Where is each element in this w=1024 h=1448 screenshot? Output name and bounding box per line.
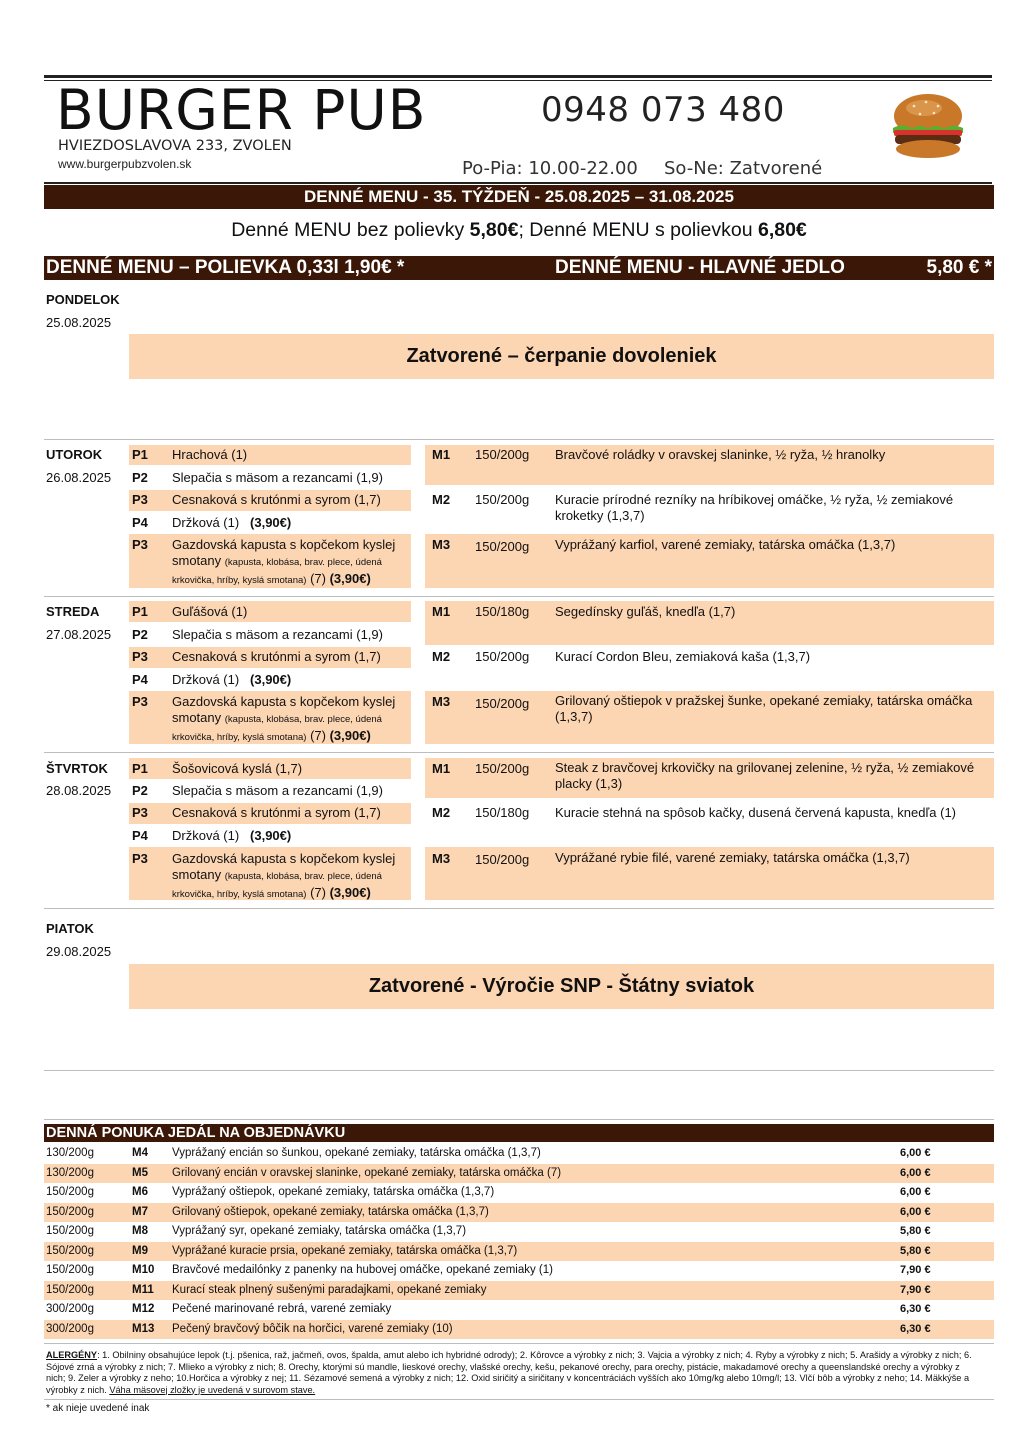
section-header-band (44, 256, 994, 280)
order-weight: 150/200g (46, 1205, 94, 1218)
order-price: 6,00 € (900, 1147, 931, 1159)
order-row (44, 1164, 994, 1183)
website-link[interactable]: www.burgerpubzvolen.sk (58, 157, 192, 171)
order-price: 6,30 € (900, 1322, 931, 1335)
order-weight: 150/200g (46, 1283, 94, 1296)
soup-name: Cesnaková s krutónmi a syrom (1,7) (172, 805, 381, 820)
soup-name: Šošovicová kyslá (1,7) (172, 761, 303, 776)
divider (44, 908, 994, 909)
order-weight: 130/200g (46, 1166, 94, 1179)
main-code: M2 (432, 649, 451, 664)
main-weight: 150/200g (475, 852, 530, 867)
main-name: Segedínsky guľáš, knedľa (1,7) (555, 604, 736, 619)
order-row (44, 1183, 994, 1202)
order-code: M7 (132, 1205, 148, 1218)
soup-code: P3 (132, 492, 148, 507)
order-name: Grilovaný encián v oravskej slaninke, opekané zemiaky, tatárska omáčka (7) (172, 1166, 562, 1179)
soup-name: Cesnaková s krutónmi a syrom (1,7) (172, 649, 381, 664)
main-code: M1 (432, 761, 451, 776)
closed-notice-monday: Zatvorené – čerpanie dovoleniek (129, 334, 994, 379)
week-title-band: DENNÉ MENU - 35. TÝŽDEŇ - 25.08.2025 – 31.08.2025 (44, 185, 994, 209)
order-price: 6,00 € (900, 1166, 931, 1179)
soup-code: P1 (132, 761, 148, 776)
header-rule (44, 182, 992, 184)
main-code: M2 (432, 805, 451, 820)
allergen-legend (46, 1350, 976, 1396)
order-row (44, 1300, 994, 1319)
day-name-monday: PONDELOK (46, 292, 120, 307)
order-price: 5,80 € (900, 1244, 931, 1257)
soup-code: P1 (132, 604, 148, 619)
main-code: M1 (432, 604, 451, 619)
order-price: 6,00 € (900, 1186, 931, 1198)
soup-name: Slepačia s mäsom a rezancami (1,9) (172, 627, 383, 642)
burger-icon (890, 86, 966, 162)
soup-name: Gazdovská kapusta s kopčekom kyslej smotany (kapusta, klobása, brav. plece, údená krkovička, hríby, kyslá smotana) (7) (3,90€) (172, 851, 396, 900)
main-name: Vyprážané rybie filé, varené zemiaky, tatárska omáčka (1,3,7) (555, 850, 910, 865)
soup-code: P4 (132, 828, 148, 843)
main-weight: 150/200g (475, 539, 530, 554)
order-weight: 130/200g (46, 1147, 94, 1159)
divider (44, 1119, 994, 1120)
main-name: Kuracie prírodné rezníky na hríbikovej omáčke, ½ ryža, ½ zemiakové kroketky (1,3,7) (555, 492, 954, 523)
order-row (44, 1242, 994, 1261)
soup-name: Slepačia s mäsom a rezancami (1,9) (172, 783, 383, 798)
order-code: M8 (132, 1225, 148, 1237)
divider (44, 1343, 994, 1344)
day-date-wednesday: 27.08.2025 (46, 627, 112, 642)
order-weight: 150/200g (46, 1264, 94, 1276)
order-row (44, 1320, 994, 1339)
order-weight: 150/200g (46, 1244, 94, 1257)
order-name: Pečený bravčový bôčik na horčici, varené zemiaky (10) (172, 1322, 453, 1335)
order-row (44, 1203, 994, 1222)
order-name: Vyprážaný oštiepok, opekané zemiaky, tatárska omáčka (1,3,7) (172, 1186, 495, 1198)
order-price: 7,90 € (900, 1264, 931, 1276)
soup-name: Gazdovská kapusta s kopčekom kyslej smotany (kapusta, klobása, brav. plece, údená krkovička, hríby, kyslá smotana) (7) (3,90€) (172, 537, 396, 586)
soup-name: Držková (1) (3,90€) (172, 672, 292, 687)
soup-code: P3 (132, 649, 148, 664)
order-name: Grilovaný oštiepok, opekané zemiaky, tatárska omáčka (1,3,7) (172, 1205, 489, 1218)
order-name: Vyprážaný encián so šunkou, opekané zemiaky, tatárska omáčka (1,3,7) (172, 1147, 541, 1159)
main-weight: 150/200g (475, 492, 530, 507)
order-row (44, 1281, 994, 1300)
order-weight: 300/200g (46, 1322, 94, 1335)
main-code: M3 (432, 537, 451, 552)
address: HVIEZDOSLAVOVA 233, ZVOLEN (58, 138, 292, 154)
main-weight: 150/200g (475, 696, 530, 711)
order-name: Vyprážaný syr, opekané zemiaky, tatárska omáčka (1,3,7) (172, 1225, 467, 1237)
order-weight: 300/200g (46, 1303, 94, 1315)
main-name: Vyprážaný karfiol, varené zemiaky, tatárska omáčka (1,3,7) (555, 537, 896, 552)
main-name: Steak z bravčovej krkovičky na grilovanej zelenine, ½ ryža, ½ zemiakové placky (1,3) (555, 760, 975, 791)
price-line: Denné MENU bez polievky 5,80€; Denné MENU s polievkou 6,80€ (231, 219, 807, 241)
order-row (44, 1222, 994, 1241)
main-name: Kuracie stehná na spôsob kačky, dusená červená kapusta, knedľa (1) (555, 805, 957, 820)
soup-code: P3 (132, 537, 148, 552)
main-weight: 150/200g (475, 649, 530, 664)
soup-code: P4 (132, 515, 148, 530)
main-section-title: DENNÉ MENU - HLAVNÉ JEDLO (555, 257, 845, 278)
main-weight: 150/180g (475, 805, 530, 820)
order-code: M10 (132, 1264, 155, 1276)
soup-code: P3 (132, 694, 148, 709)
main-code: M1 (432, 447, 451, 462)
allergen-note: Váha mäsovej zložky je uvedená v surovom stave. (109, 1384, 316, 1395)
divider (44, 1399, 994, 1400)
order-name: Kurací steak plnený sušenými paradajkami, opekané zemiaky (172, 1283, 487, 1296)
order-name: Vyprážané kuracie prsia, opekané zemiaky, tatárska omáčka (1,3,7) (172, 1244, 518, 1257)
hours-weekday: Po-Pia: 10.00-22.00 (462, 158, 638, 179)
order-code: M11 (132, 1283, 154, 1296)
soup-code: P2 (132, 783, 148, 798)
day-date-tuesday: 26.08.2025 (46, 470, 112, 485)
main-name: Kurací Cordon Bleu, zemiaková kaša (1,3,7) (555, 649, 811, 664)
soup-section-title: DENNÉ MENU – POLIEVKA 0,33l 1,90€ * (46, 257, 405, 278)
day-date-friday: 29.08.2025 (46, 944, 112, 959)
main-weight: 150/200g (475, 447, 530, 462)
divider (44, 752, 994, 753)
main-code: M3 (432, 694, 451, 709)
order-name: Pečené marinované rebrá, varené zemiaky (172, 1303, 392, 1315)
day-name-tuesday: UTOROK (46, 447, 103, 462)
soup-name: Držková (1) (3,90€) (172, 515, 292, 530)
order-weight: 150/200g (46, 1186, 94, 1198)
soup-code: P1 (132, 447, 148, 462)
closed-notice-friday: Zatvorené - Výročie SNP - Štátny sviatok (129, 964, 994, 1009)
main-name: Bravčové roládky v oravskej slaninke, ½ ryža, ½ hranolky (555, 447, 886, 462)
divider (44, 439, 994, 440)
divider (44, 596, 994, 597)
main-code: M2 (432, 492, 451, 507)
order-price: 6,30 € (900, 1303, 931, 1315)
brand-title: BURGER PUB (56, 78, 427, 142)
day-date-monday: 25.08.2025 (46, 315, 112, 330)
soup-name: Gazdovská kapusta s kopčekom kyslej smotany (kapusta, klobása, brav. plece, údená krkovička, hríby, kyslá smotana) (7) (3,90€) (172, 694, 396, 743)
order-code: M6 (132, 1186, 148, 1198)
soup-name: Cesnaková s krutónmi a syrom (1,7) (172, 492, 381, 507)
soup-code: P2 (132, 470, 148, 485)
footnote: * ak nieje uvedené inak (46, 1403, 150, 1414)
order-section-band: DENNÁ PONUKA JEDÁL NA OBJEDNÁVKU (44, 1124, 994, 1142)
soup-name: Guľášová (1) (172, 604, 248, 619)
order-code: M9 (132, 1244, 148, 1257)
allergen-label: ALERGÉNY (46, 1350, 98, 1360)
order-price: 7,90 € (900, 1283, 931, 1296)
order-code: M5 (132, 1166, 148, 1179)
soup-code: P4 (132, 672, 148, 687)
soup-name: Držková (1) (3,90€) (172, 828, 292, 843)
order-name: Bravčové medailónky z panenky na hubovej omáčke, opekané zemiaky (1) (172, 1264, 553, 1276)
day-name-thursday: ŠTVRTOK (46, 761, 108, 776)
main-weight: 150/200g (475, 761, 530, 776)
day-name-wednesday: STREDA (46, 604, 100, 619)
order-code: M13 (132, 1322, 155, 1335)
phone-number[interactable]: 0948 073 480 (541, 90, 785, 130)
order-weight: 150/200g (46, 1225, 94, 1237)
order-price: 5,80 € (900, 1225, 931, 1237)
soup-code: P3 (132, 851, 148, 866)
soup-name: Hrachová (1) (172, 447, 248, 462)
order-row (44, 1144, 994, 1163)
hours-weekend: So-Ne: Zatvorené (664, 158, 823, 179)
order-code: M12 (132, 1303, 155, 1315)
order-row (44, 1261, 994, 1280)
allergen-text: : 1. Obilniny obsahujúce lepok (t.j. pšenica, raž, jačmeň, ovos, špalda, amut alebo ich hybridné odrody); 2. Kôrovce a výrobky z nich; 3. Vajcia a výrobky z nich; 4. Ryby a výrobky z nich; 5. Arašidy a výrobky z nich; 6. Sójové zrná a výrobky z nich; 7. Mlieko a výrobky z nich; 8. Orechy, ktorými sú mandle, lieskové orechy, vlašské orechy, kešu, pekanové orechy, para orechy, pistácie, makadamové orechy a queenslandské orechy a výrobky z nich; 9. Zeler a výrobky z neho; 10.Horčica a výrobky z nej; 11. Sézamové semená a výrobky z nich; 12. Oxid siričitý a siričitany v koncentráciách vyšších ako 10mg/kg alebo 10mg/l; 13. Vlčí bôb a výrobky z neho; 14. Mäkkýše a výrobky z nich. (46, 1350, 972, 1395)
soup-name: Slepačia s mäsom a rezancami (1,9) (172, 470, 383, 485)
main-weight: 150/180g (475, 604, 530, 619)
day-name-friday: PIATOK (46, 921, 94, 936)
divider (44, 1070, 994, 1071)
soup-code: P2 (132, 627, 148, 642)
day-date-thursday: 28.08.2025 (46, 783, 112, 798)
main-section-price: 5,80 € * (926, 257, 992, 278)
main-code: M3 (432, 851, 451, 866)
soup-code: P3 (132, 805, 148, 820)
order-price: 6,00 € (900, 1205, 931, 1218)
order-code: M4 (132, 1147, 148, 1159)
main-name: Grilovaný oštiepok v pražskej šunke, opekané zemiaky, tatárska omáčka (1,3,7) (555, 693, 973, 724)
